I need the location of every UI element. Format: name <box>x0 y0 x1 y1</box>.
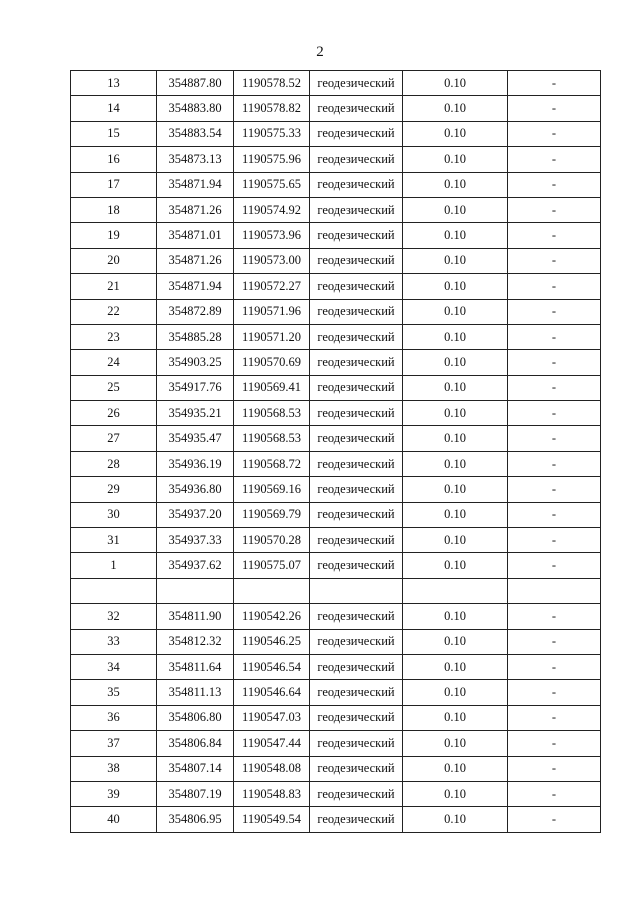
y-coordinate-cell: 1190569.79 <box>234 502 310 527</box>
y-coordinate-cell: 1190575.65 <box>234 172 310 197</box>
x-coordinate-cell: 354883.54 <box>157 121 234 146</box>
x-coordinate-cell: 354871.26 <box>157 248 234 273</box>
point-number-cell: 21 <box>71 274 157 299</box>
x-coordinate-cell: 354871.94 <box>157 172 234 197</box>
accuracy-cell: 0.10 <box>403 426 508 451</box>
table-row <box>71 604 601 629</box>
x-coordinate-cell: 354806.84 <box>157 731 234 756</box>
y-coordinate-cell: 1190574.92 <box>234 197 310 222</box>
method-cell: геодезический <box>310 604 403 629</box>
accuracy-cell: 0.10 <box>403 604 508 629</box>
point-number-cell: 36 <box>71 705 157 730</box>
description-cell: - <box>508 807 601 832</box>
accuracy-cell: 0.10 <box>403 477 508 502</box>
point-number-cell: 29 <box>71 477 157 502</box>
accuracy-cell: 0.10 <box>403 528 508 553</box>
accuracy-cell: 0.10 <box>403 147 508 172</box>
x-coordinate-cell: 354811.64 <box>157 654 234 679</box>
description-cell: - <box>508 502 601 527</box>
x-coordinate-cell: 354935.47 <box>157 426 234 451</box>
table-row <box>71 96 601 121</box>
x-coordinate-cell: 354812.32 <box>157 629 234 654</box>
accuracy-cell: 0.10 <box>403 731 508 756</box>
method-cell <box>310 578 403 603</box>
y-coordinate-cell: 1190568.53 <box>234 401 310 426</box>
point-number-cell: 23 <box>71 324 157 349</box>
point-number-cell: 14 <box>71 96 157 121</box>
table-row <box>71 197 601 222</box>
table-row <box>71 426 601 451</box>
point-number-cell: 17 <box>71 172 157 197</box>
description-cell <box>508 578 601 603</box>
method-cell: геодезический <box>310 172 403 197</box>
method-cell: геодезический <box>310 197 403 222</box>
accuracy-cell: 0.10 <box>403 654 508 679</box>
table-row <box>71 375 601 400</box>
table-row <box>71 756 601 781</box>
y-coordinate-cell: 1190573.96 <box>234 223 310 248</box>
point-number-cell: 33 <box>71 629 157 654</box>
point-number-cell: 1 <box>71 553 157 578</box>
x-coordinate-cell: 354936.19 <box>157 451 234 476</box>
description-cell: - <box>508 401 601 426</box>
accuracy-cell: 0.10 <box>403 71 508 96</box>
method-cell: геодезический <box>310 248 403 273</box>
accuracy-cell: 0.10 <box>403 680 508 705</box>
x-coordinate-cell: 354806.80 <box>157 705 234 730</box>
description-cell: - <box>508 248 601 273</box>
x-coordinate-cell: 354873.13 <box>157 147 234 172</box>
point-number-cell: 13 <box>71 71 157 96</box>
description-cell: - <box>508 197 601 222</box>
y-coordinate-cell: 1190542.26 <box>234 604 310 629</box>
x-coordinate-cell: 354903.25 <box>157 350 234 375</box>
table-row <box>71 299 601 324</box>
x-coordinate-cell: 354871.01 <box>157 223 234 248</box>
accuracy-cell: 0.10 <box>403 350 508 375</box>
y-coordinate-cell: 1190578.82 <box>234 96 310 121</box>
point-number-cell: 37 <box>71 731 157 756</box>
accuracy-cell: 0.10 <box>403 197 508 222</box>
table-row <box>71 223 601 248</box>
table-row <box>71 502 601 527</box>
y-coordinate-cell <box>234 578 310 603</box>
x-coordinate-cell: 354937.20 <box>157 502 234 527</box>
point-number-cell: 34 <box>71 654 157 679</box>
point-number-cell: 19 <box>71 223 157 248</box>
method-cell: геодезический <box>310 121 403 146</box>
y-coordinate-cell: 1190575.07 <box>234 553 310 578</box>
point-number-cell: 15 <box>71 121 157 146</box>
x-coordinate-cell: 354811.90 <box>157 604 234 629</box>
method-cell: геодезический <box>310 147 403 172</box>
description-cell: - <box>508 96 601 121</box>
method-cell: геодезический <box>310 375 403 400</box>
point-number-cell: 40 <box>71 807 157 832</box>
description-cell: - <box>508 654 601 679</box>
description-cell: - <box>508 705 601 730</box>
description-cell: - <box>508 528 601 553</box>
description-cell: - <box>508 604 601 629</box>
method-cell: геодезический <box>310 426 403 451</box>
x-coordinate-cell: 354883.80 <box>157 96 234 121</box>
accuracy-cell: 0.10 <box>403 705 508 730</box>
description-cell: - <box>508 756 601 781</box>
method-cell: геодезический <box>310 528 403 553</box>
accuracy-cell: 0.10 <box>403 807 508 832</box>
method-cell: геодезический <box>310 654 403 679</box>
y-coordinate-cell: 1190546.25 <box>234 629 310 654</box>
coordinates-table <box>70 70 601 833</box>
table-row <box>71 451 601 476</box>
y-coordinate-cell: 1190547.44 <box>234 731 310 756</box>
point-number-cell: 32 <box>71 604 157 629</box>
x-coordinate-cell: 354806.95 <box>157 807 234 832</box>
method-cell: геодезический <box>310 553 403 578</box>
description-cell: - <box>508 553 601 578</box>
y-coordinate-cell: 1190546.64 <box>234 680 310 705</box>
y-coordinate-cell: 1190571.20 <box>234 324 310 349</box>
table-row <box>71 172 601 197</box>
accuracy-cell: 0.10 <box>403 223 508 248</box>
description-cell: - <box>508 121 601 146</box>
y-coordinate-cell: 1190548.83 <box>234 781 310 806</box>
accuracy-cell: 0.10 <box>403 781 508 806</box>
accuracy-cell <box>403 578 508 603</box>
y-coordinate-cell: 1190575.96 <box>234 147 310 172</box>
accuracy-cell: 0.10 <box>403 274 508 299</box>
point-number-cell: 16 <box>71 147 157 172</box>
description-cell: - <box>508 223 601 248</box>
coordinates-table-body <box>71 71 601 833</box>
accuracy-cell: 0.10 <box>403 172 508 197</box>
x-coordinate-cell <box>157 578 234 603</box>
table-row <box>71 274 601 299</box>
method-cell: геодезический <box>310 477 403 502</box>
y-coordinate-cell: 1190575.33 <box>234 121 310 146</box>
method-cell: геодезический <box>310 401 403 426</box>
table-row <box>71 807 601 832</box>
method-cell: геодезический <box>310 502 403 527</box>
table-row <box>71 528 601 553</box>
description-cell: - <box>508 680 601 705</box>
y-coordinate-cell: 1190570.28 <box>234 528 310 553</box>
accuracy-cell: 0.10 <box>403 121 508 146</box>
accuracy-cell: 0.10 <box>403 96 508 121</box>
description-cell: - <box>508 426 601 451</box>
accuracy-cell: 0.10 <box>403 248 508 273</box>
accuracy-cell: 0.10 <box>403 401 508 426</box>
y-coordinate-cell: 1190546.54 <box>234 654 310 679</box>
table-row <box>71 731 601 756</box>
x-coordinate-cell: 354871.94 <box>157 274 234 299</box>
description-cell: - <box>508 147 601 172</box>
description-cell: - <box>508 375 601 400</box>
description-cell: - <box>508 350 601 375</box>
point-number-cell: 24 <box>71 350 157 375</box>
method-cell: геодезический <box>310 451 403 476</box>
point-number-cell: 20 <box>71 248 157 273</box>
y-coordinate-cell: 1190578.52 <box>234 71 310 96</box>
page-number: 2 <box>316 44 324 60</box>
x-coordinate-cell: 354887.80 <box>157 71 234 96</box>
x-coordinate-cell: 354807.14 <box>157 756 234 781</box>
accuracy-cell: 0.10 <box>403 451 508 476</box>
description-cell: - <box>508 451 601 476</box>
description-cell: - <box>508 731 601 756</box>
table-row <box>71 71 601 96</box>
method-cell: геодезический <box>310 324 403 349</box>
x-coordinate-cell: 354935.21 <box>157 401 234 426</box>
description-cell: - <box>508 274 601 299</box>
method-cell: геодезический <box>310 223 403 248</box>
point-number-cell: 25 <box>71 375 157 400</box>
accuracy-cell: 0.10 <box>403 375 508 400</box>
description-cell: - <box>508 71 601 96</box>
table-row <box>71 654 601 679</box>
point-number-cell: 38 <box>71 756 157 781</box>
y-coordinate-cell: 1190549.54 <box>234 807 310 832</box>
y-coordinate-cell: 1190573.00 <box>234 248 310 273</box>
point-number-cell: 27 <box>71 426 157 451</box>
table-row <box>71 147 601 172</box>
description-cell: - <box>508 299 601 324</box>
y-coordinate-cell: 1190572.27 <box>234 274 310 299</box>
accuracy-cell: 0.10 <box>403 324 508 349</box>
description-cell: - <box>508 629 601 654</box>
x-coordinate-cell: 354871.26 <box>157 197 234 222</box>
x-coordinate-cell: 354811.13 <box>157 680 234 705</box>
method-cell: геодезический <box>310 705 403 730</box>
method-cell: геодезический <box>310 781 403 806</box>
point-number-cell: 22 <box>71 299 157 324</box>
table-row <box>71 324 601 349</box>
table-row <box>71 680 601 705</box>
description-cell: - <box>508 477 601 502</box>
description-cell: - <box>508 324 601 349</box>
y-coordinate-cell: 1190570.69 <box>234 350 310 375</box>
x-coordinate-cell: 354937.33 <box>157 528 234 553</box>
x-coordinate-cell: 354872.89 <box>157 299 234 324</box>
point-number-cell: 18 <box>71 197 157 222</box>
method-cell: геодезический <box>310 71 403 96</box>
table-row <box>71 401 601 426</box>
x-coordinate-cell: 354885.28 <box>157 324 234 349</box>
accuracy-cell: 0.10 <box>403 502 508 527</box>
table-row <box>71 553 601 578</box>
x-coordinate-cell: 354917.76 <box>157 375 234 400</box>
method-cell: геодезический <box>310 756 403 781</box>
x-coordinate-cell: 354937.62 <box>157 553 234 578</box>
method-cell: геодезический <box>310 96 403 121</box>
y-coordinate-cell: 1190548.08 <box>234 756 310 781</box>
point-number-cell: 28 <box>71 451 157 476</box>
table-row <box>71 248 601 273</box>
accuracy-cell: 0.10 <box>403 629 508 654</box>
table-row <box>71 477 601 502</box>
table-row <box>71 350 601 375</box>
method-cell: геодезический <box>310 629 403 654</box>
y-coordinate-cell: 1190569.16 <box>234 477 310 502</box>
method-cell: геодезический <box>310 274 403 299</box>
method-cell: геодезический <box>310 680 403 705</box>
y-coordinate-cell: 1190571.96 <box>234 299 310 324</box>
accuracy-cell: 0.10 <box>403 553 508 578</box>
accuracy-cell: 0.10 <box>403 756 508 781</box>
method-cell: геодезический <box>310 299 403 324</box>
point-number-cell <box>71 578 157 603</box>
accuracy-cell: 0.10 <box>403 299 508 324</box>
table-row <box>71 121 601 146</box>
table-row-separator <box>71 578 601 603</box>
x-coordinate-cell: 354807.19 <box>157 781 234 806</box>
point-number-cell: 31 <box>71 528 157 553</box>
y-coordinate-cell: 1190568.53 <box>234 426 310 451</box>
table-row <box>71 629 601 654</box>
y-coordinate-cell: 1190547.03 <box>234 705 310 730</box>
description-cell: - <box>508 781 601 806</box>
point-number-cell: 26 <box>71 401 157 426</box>
y-coordinate-cell: 1190568.72 <box>234 451 310 476</box>
method-cell: геодезический <box>310 731 403 756</box>
point-number-cell: 30 <box>71 502 157 527</box>
y-coordinate-cell: 1190569.41 <box>234 375 310 400</box>
point-number-cell: 39 <box>71 781 157 806</box>
table-row <box>71 781 601 806</box>
method-cell: геодезический <box>310 807 403 832</box>
description-cell: - <box>508 172 601 197</box>
x-coordinate-cell: 354936.80 <box>157 477 234 502</box>
point-number-cell: 35 <box>71 680 157 705</box>
method-cell: геодезический <box>310 350 403 375</box>
table-row <box>71 705 601 730</box>
